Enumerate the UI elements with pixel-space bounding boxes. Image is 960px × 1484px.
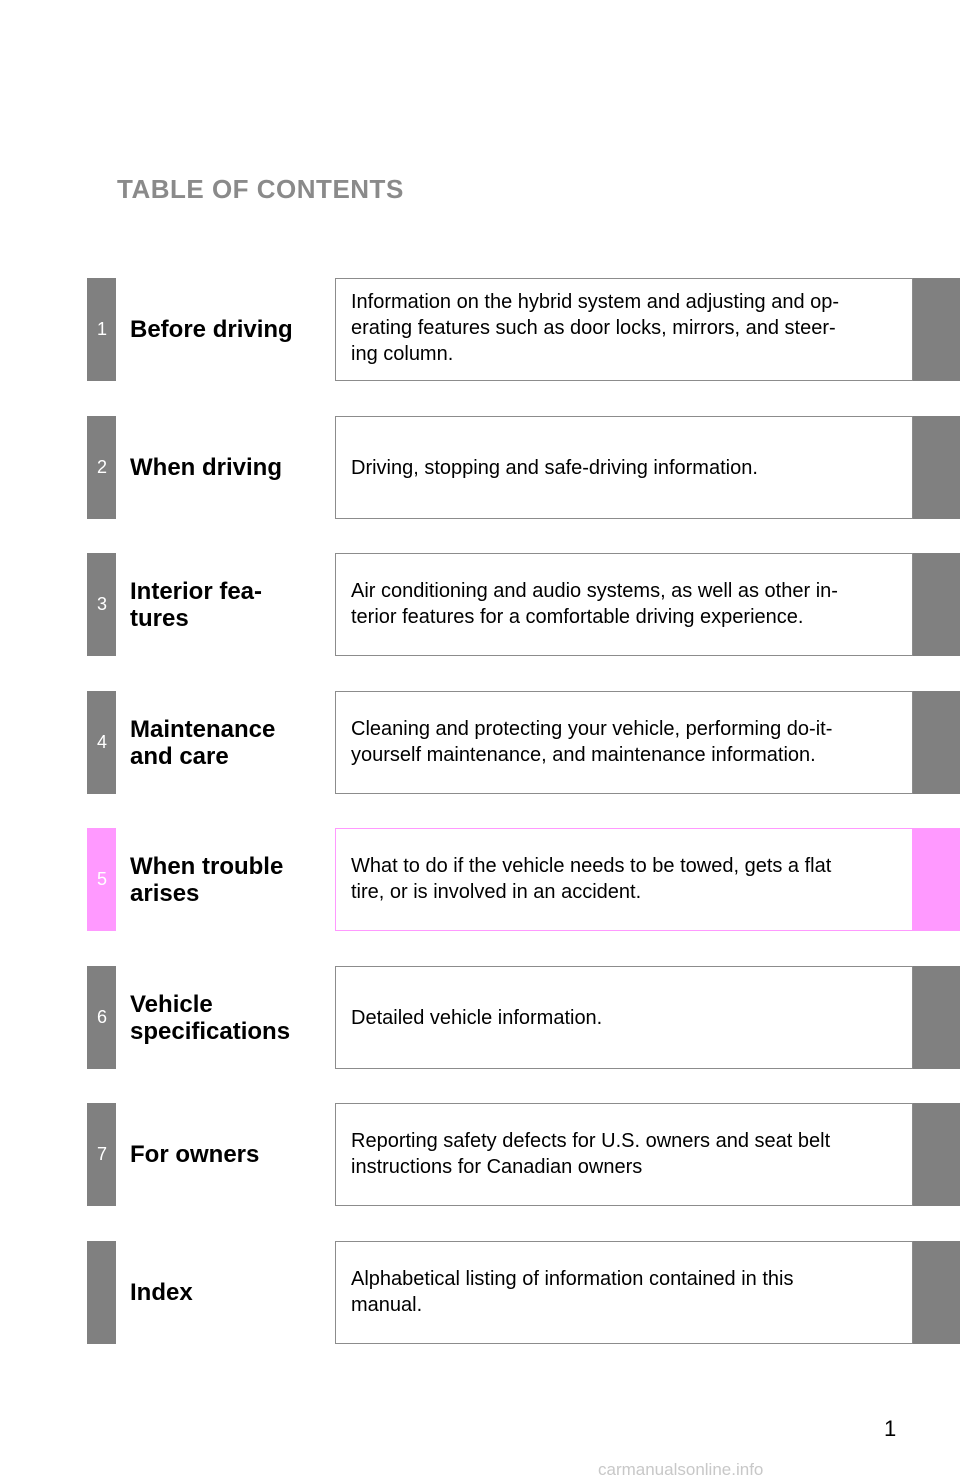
edge-thumb-tab [913,1241,960,1344]
section-description: Cleaning and protecting your vehicle, performing do-it- yourself maintenance, and maintenance information. [335,691,913,794]
section-title[interactable]: Before driving [130,316,293,343]
section-description: Air conditioning and audio systems, as well as other in- terior features for a comfortable driving experience. [335,553,913,656]
section-description: Alphabetical listing of information contained in this manual. [335,1241,913,1344]
toc-row-interior-features[interactable] [0,553,960,656]
section-number-tab: 1 [87,278,116,381]
edge-thumb-tab [913,553,960,656]
section-number-tab: 3 [87,553,116,656]
section-number-tab: 5 [87,828,116,931]
section-title[interactable]: When trouble arises [130,852,284,907]
section-description: Reporting safety defects for U.S. owners and seat belt instructions for Canadian owners [335,1103,913,1206]
edge-thumb-tab [913,966,960,1069]
section-number-tab: 6 [87,966,116,1069]
section-number-tab [87,1241,116,1344]
watermark: carmanualsonline.info [598,1460,764,1479]
section-description: Detailed vehicle information. [335,966,913,1069]
toc-row-before-driving[interactable] [0,278,960,381]
section-title[interactable]: When driving [130,454,282,481]
section-number-tab: 4 [87,691,116,794]
toc-row-when-trouble-arises[interactable] [0,828,960,931]
page-number: 1 [884,1416,897,1441]
edge-thumb-tab [913,691,960,794]
section-number-tab: 7 [87,1103,116,1206]
edge-thumb-tab [913,278,960,381]
section-title[interactable]: For owners [130,1141,260,1168]
section-description: Information on the hybrid system and adjusting and op- erating features such as door locks, mirrors, and steer- ing column. [335,278,913,381]
section-description: Driving, stopping and safe-driving information. [335,416,913,519]
toc-row-for-owners[interactable] [0,1103,960,1206]
toc-row-vehicle-specifications[interactable] [0,966,960,1069]
section-title[interactable]: Interior fea- tures [130,577,263,632]
toc-row-when-driving[interactable] [0,416,960,519]
edge-thumb-tab [913,828,960,931]
toc-row-index[interactable] [0,1241,960,1344]
toc-row-maintenance-and-care[interactable] [0,691,960,794]
section-title[interactable]: Index [130,1279,193,1306]
edge-thumb-tab [913,1103,960,1206]
section-title[interactable]: Maintenance and care [130,715,276,770]
page-title: TABLE OF CONTENTS [117,174,404,204]
section-number-tab: 2 [87,416,116,519]
section-title[interactable]: Vehicle specifications [130,990,291,1045]
section-description: What to do if the vehicle needs to be towed, gets a flat tire, or is involved in an accident. [335,828,913,931]
edge-thumb-tab [913,416,960,519]
